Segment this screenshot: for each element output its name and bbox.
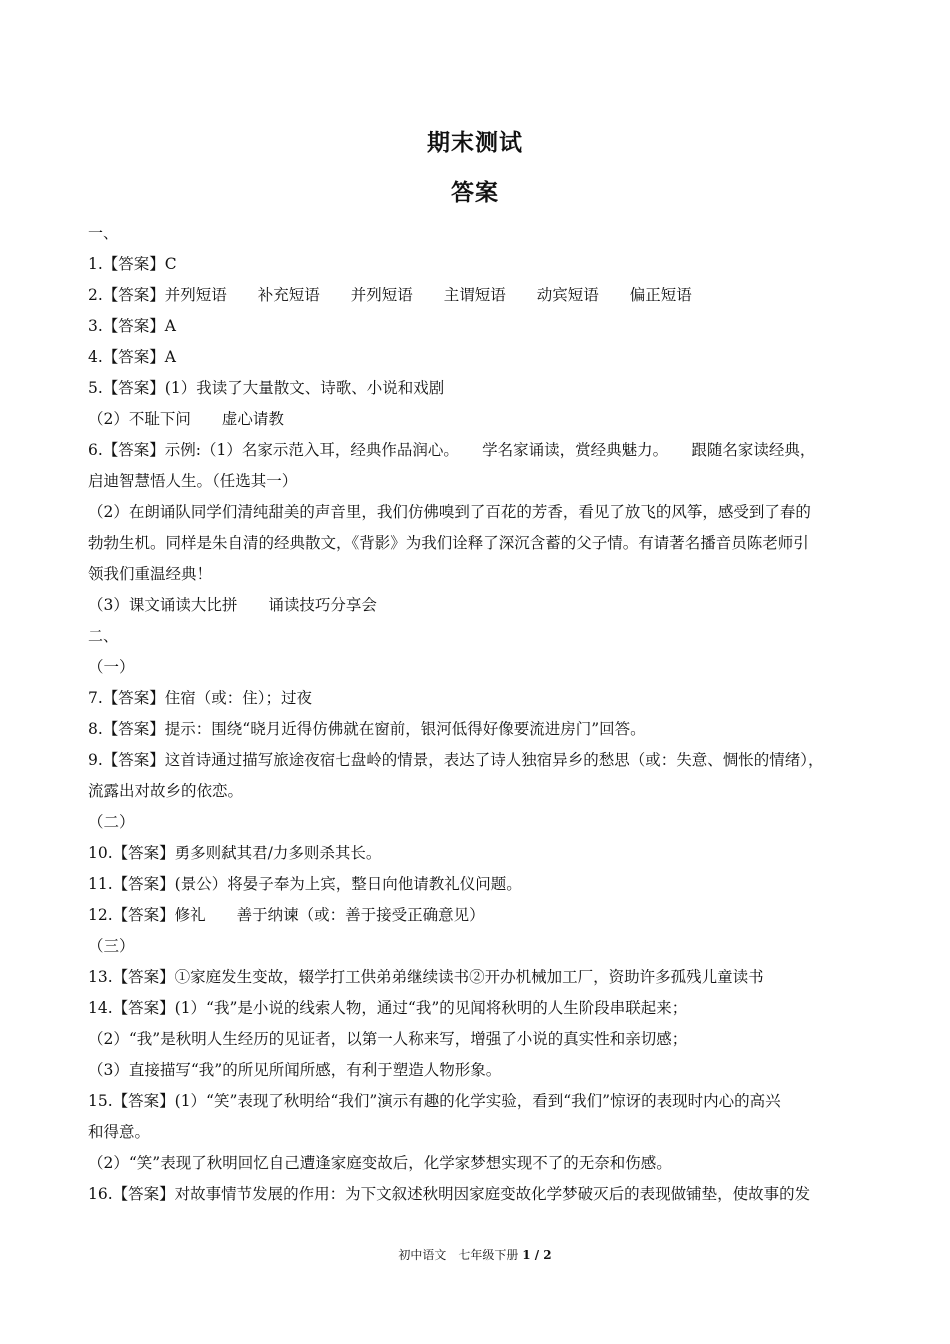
answer-line: 5.【答案】(1）我读了大量散文、诗歌、小说和戏剧 <box>88 379 445 397</box>
answer-line: 11.【答案】(景公）将晏子奉为上宾，整日向他请教礼仪问题。 <box>88 875 522 893</box>
answer-line: （3）课文诵读大比拼 诵读技巧分享会 <box>88 596 377 614</box>
answer-line: 16.【答案】对故事情节发展的作用：为下文叙述秋明因家庭变故化学梦破灭后的表现做铺垫，使故事的发 <box>88 1185 811 1203</box>
footer-text: 初中语文 七年级下册 <box>398 1248 519 1262</box>
answer-line: （2）在朗诵队同学们清纯甜美的声音里，我们仿佛嗅到了百花的芳香，看见了放飞的风筝，感受到了春的 <box>88 503 811 521</box>
answer-line: 12.【答案】修礼 善于纳谏（或：善于接受正确意见） <box>88 906 485 924</box>
answer-line: 2.【答案】并列短语 补充短语 并列短语 主谓短语 动宾短语 偏正短语 <box>88 286 692 304</box>
answer-line: 10.【答案】勇多则弑其君/力多则杀其长。 <box>88 844 382 862</box>
answer-line: 流露出对故乡的依恋。 <box>88 782 244 800</box>
page-number: 1 / 2 <box>522 1248 552 1262</box>
subsection-heading: （二） <box>88 813 135 831</box>
page-title: 期末测试 <box>427 130 523 156</box>
answer-line: 6.【答案】示例:（1）名家示范入耳，经典作品润心。 学名家诵读，赏经典魅力。 跟随名家读经典， <box>88 441 816 459</box>
answer-line: 15.【答案】(1）“笑”表现了秋明给“我们”演示有趣的化学实验，看到“我们”惊讶的表现时内心的高兴 <box>88 1092 781 1110</box>
answer-line: 启迪智慧悟人生。（任选其一） <box>88 472 298 490</box>
answer-line: 勃勃生机。同样是朱自清的经典散文，《背影》为我们诠释了深沉含蓄的父子情。有请著名播音员陈老师引 <box>88 534 809 552</box>
section-heading: 一、 <box>88 224 119 242</box>
answer-body <box>88 218 866 1210</box>
answer-line: 4.【答案】A <box>88 348 176 366</box>
page-subtitle: 答案 <box>451 180 499 206</box>
answer-line: 14.【答案】(1）“我”是小说的线索人物，通过“我”的见闻将秋明的人生阶段串联起来； <box>88 999 688 1017</box>
answer-line: 8.【答案】提示：围绕“晓月近得仿佛就在窗前，银河低得好像要流进房门”回答。 <box>88 720 646 738</box>
answer-line: （2）“我”是秋明人生经历的见证者，以第一人称来写，增强了小说的真实性和亲切感； <box>88 1030 688 1048</box>
answer-line: 1.【答案】C <box>88 255 177 273</box>
answer-line: 3.【答案】A <box>88 317 176 335</box>
answer-line: 13.【答案】①家庭发生变故，辍学打工供弟弟继续读书②开办机械加工厂，资助许多孤残儿童读书 <box>88 968 764 986</box>
answer-line: 领我们重温经典！ <box>88 565 213 583</box>
answer-line: 和得意。 <box>88 1123 151 1141</box>
page-footer <box>0 1246 950 1263</box>
section-heading: 二、 <box>88 627 119 645</box>
answer-line: 9.【答案】这首诗通过描写旅途夜宿七盘岭的情景，表达了诗人独宿异乡的愁思（或：失意、惆怅的情绪）， <box>88 751 824 769</box>
subsection-heading: （一） <box>88 658 135 676</box>
subsection-heading: （三） <box>88 937 135 955</box>
answer-line: （3）直接描写“我”的所见所闻所感，有利于塑造人物形象。 <box>88 1061 502 1079</box>
answer-line: （2）不耻下问 虚心请教 <box>88 410 284 428</box>
answer-line: 7.【答案】住宿（或：住）；过夜 <box>88 689 313 707</box>
answer-line: （2）“笑”表现了秋明回忆自己遭逢家庭变故后，化学家梦想实现不了的无奈和伤感。 <box>88 1154 672 1172</box>
